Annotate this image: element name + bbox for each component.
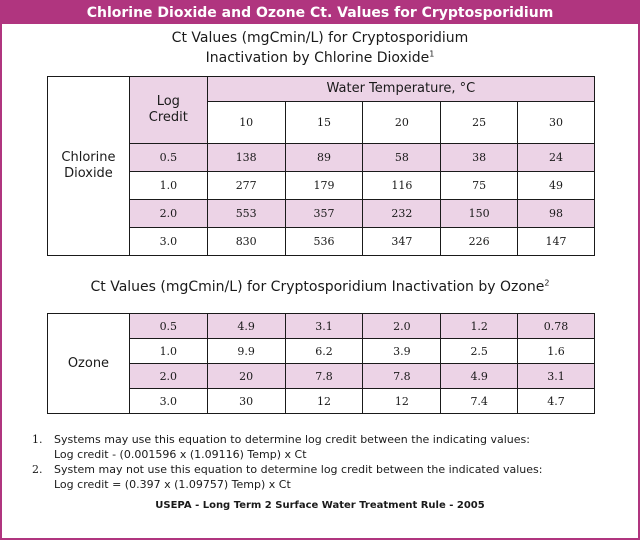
log-credit-line1: Log [156,94,180,109]
ct-value-cell: 147 [518,228,595,256]
ct-value-cell: 7.8 [363,364,441,389]
table2-title-wrap [2,277,638,297]
ct-value-cell: 3.1 [518,364,595,389]
ct-value-cell: 9.9 [207,339,285,364]
table-row [48,389,595,414]
ct-value-cell: 357 [285,200,363,228]
ct-value-cell: 536 [285,228,363,256]
ct-value-cell: 3.9 [363,339,441,364]
table1-row-label-line2: Dioxide [64,166,113,181]
ct-value-cell: 116 [363,172,441,200]
ct-value-cell: 12 [285,389,363,414]
footnote-number: 1. [32,433,43,446]
ct-value-cell: 24 [518,144,595,172]
footnote-1 [32,432,622,462]
ct-value-cell: 1.2 [441,314,518,339]
temperature-cell: 30 [518,102,595,144]
source-citation: USEPA - Long Term 2 Surface Water Treatment Rule - 2005 [155,500,485,511]
footnote-text: Systems may use this equation to determine log credit between the indicating values: [54,433,530,446]
chlorine-dioxide-table [47,76,595,256]
ct-value-cell: 347 [363,228,441,256]
ct-value-cell: 138 [207,144,285,172]
ct-value-cell: 49 [518,172,595,200]
ct-value-cell: 2.5 [441,339,518,364]
ct-value-cell: 89 [285,144,363,172]
ozone-table [47,313,595,414]
temperature-header: Water Temperature, °C [207,77,594,102]
table-row [48,228,595,256]
ct-value-cell: 6.2 [285,339,363,364]
ct-value-cell: 553 [207,200,285,228]
ct-value-cell: 830 [207,228,285,256]
ct-value-cell: 3.1 [285,314,363,339]
footnote-equation: Log credit - (0.001596 x (1.09116) Temp) x Ct [54,448,307,461]
table2-row-label: Ozone [48,314,130,414]
table1-row-label [48,77,130,256]
footnote-number: 2. [32,463,43,476]
log-credit-cell: 3.0 [129,389,207,414]
banner-title: Chlorine Dioxide and Ozone Ct. Values for Cryptosporidium [2,2,638,24]
ct-value-cell: 38 [441,144,518,172]
ct-value-cell: 75 [441,172,518,200]
table1-title-line1: Ct Values (mgCmin/L) for Cryptosporidium [171,30,469,46]
table-row [48,314,595,339]
log-credit-cell: 0.5 [129,144,207,172]
table2-title: Ct Values (mgCmin/L) for Cryptosporidium Inactivation by Ozone [90,279,545,295]
ct-value-cell: 98 [518,200,595,228]
temperature-cell: 10 [207,102,285,144]
ct-value-cell: 179 [285,172,363,200]
table-row [48,339,595,364]
ct-value-cell: 4.9 [207,314,285,339]
ct-value-cell: 232 [363,200,441,228]
temperature-cell: 20 [363,102,441,144]
ct-value-cell: 12 [363,389,441,414]
ct-value-cell: 150 [441,200,518,228]
table-row [48,172,595,200]
temperature-cell: 25 [441,102,518,144]
ct-value-cell: 7.8 [285,364,363,389]
ct-value-cell: 2.0 [363,314,441,339]
ct-value-cell: 277 [207,172,285,200]
log-credit-header [129,77,207,144]
ct-value-cell: 0.78 [518,314,595,339]
ct-value-cell: 226 [441,228,518,256]
temperature-cell: 15 [285,102,363,144]
ct-value-cell: 4.9 [441,364,518,389]
ct-value-cell: 1.6 [518,339,595,364]
ct-value-cell: 20 [207,364,285,389]
log-credit-cell: 1.0 [129,172,207,200]
table1-row-label-line1: Chlorine [61,150,116,165]
log-credit-cell: 2.0 [129,200,207,228]
log-credit-line2: Credit [148,110,188,125]
table2-footnote-ref: 2 [544,278,550,288]
log-credit-cell: 2.0 [129,364,207,389]
log-credit-cell: 3.0 [129,228,207,256]
ct-value-cell: 30 [207,389,285,414]
footnote-text: System may not use this equation to determine log credit between the indicated values: [54,463,543,476]
table-row [48,200,595,228]
table1-title [2,28,638,68]
footnote-equation: Log credit = (0.397 x (1.09757) Temp) x Ct [54,478,291,491]
table1-title-line2: Inactivation by Chlorine Dioxide [205,50,430,66]
ct-value-cell: 58 [363,144,441,172]
log-credit-cell: 1.0 [129,339,207,364]
ct-value-cell: 4.7 [518,389,595,414]
table1-footnote-ref: 1 [429,49,435,59]
table-row [48,364,595,389]
table1-title-line2-wrap [2,48,638,68]
footnote-2 [32,462,622,492]
table-row [48,144,595,172]
log-credit-cell: 0.5 [129,314,207,339]
ct-value-cell: 7.4 [441,389,518,414]
footnotes [32,432,622,492]
